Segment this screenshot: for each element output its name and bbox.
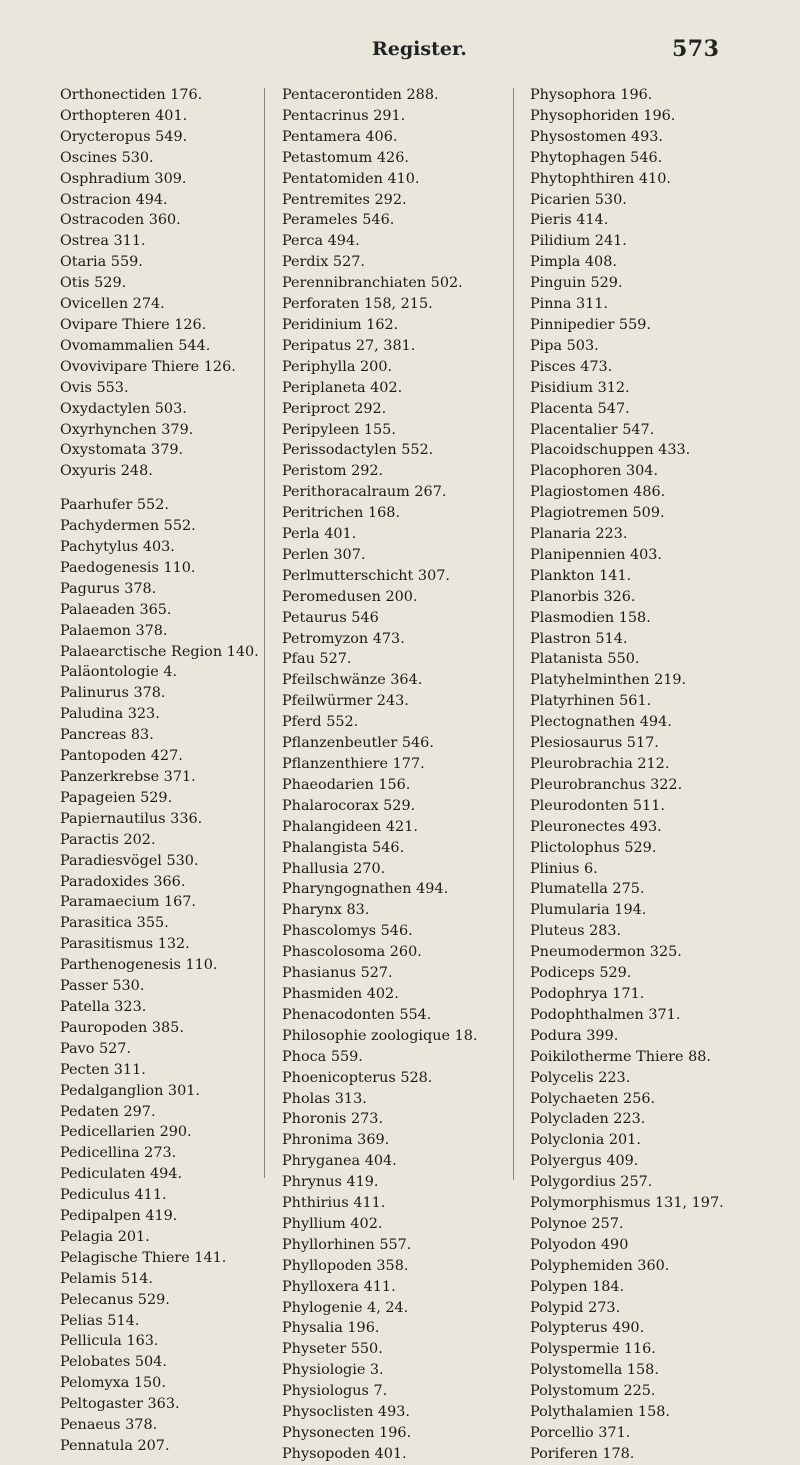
index-entry: Physalia 196. [282,1320,380,1337]
index-entry: Polynoe 257. [530,1215,624,1232]
index-column-2 [282,85,512,1465]
index-entry: Orthopteren 401. [60,107,188,124]
index-entry: Physiologie 3. [282,1362,384,1379]
index-entry: Plankton 141. [530,567,632,584]
index-entry: Polystomum 225. [530,1383,656,1400]
index-entry: Petastomum 426. [282,149,409,166]
index-entry: Pelagische Thiere 141. [60,1249,227,1266]
index-entry: Paradiesvögel 530. [60,852,199,869]
index-entry: Periplaneta 402. [282,379,403,396]
index-entry: Oxyuris 248. [60,463,153,480]
index-entry: Platyhelminthen 219. [530,672,687,689]
index-entry: Polycladen 223. [530,1111,646,1128]
index-entry: Polymorphismus 131, 197. [530,1195,724,1212]
index-column-1 [60,85,260,1457]
index-entry: Pancreas 83. [60,727,154,744]
index-entry: Pimpla 408. [530,254,617,271]
index-entry: Polychaeten 256. [530,1090,656,1107]
index-entry: Physophora 196. [530,87,653,103]
index-entry: Pecten 311. [60,1061,146,1078]
index-entry: Poikilotherme Thiere 88. [530,1048,711,1065]
index-entry: Podophthalmen 371. [530,1006,681,1023]
column-divider [513,88,514,1180]
index-entry: Perissodactylen 552. [282,442,434,459]
index-entry: Phoca 559. [282,1048,363,1065]
index-entry: Placoidschuppen 433. [530,442,691,459]
index-entry: Polypen 184. [530,1278,625,1295]
index-entry: Pentamera 406. [282,128,398,145]
index-entry: Palaearctische Region 140. [60,643,259,660]
index-entry: Ovovivipare Thiere 126. [60,358,236,375]
index-entry: Pentacerontiden 288. [282,87,439,103]
index-entry: Pleuronectes 493. [530,818,662,835]
index-entry: Pleurobranchus 322. [530,776,683,793]
index-entry: Paradoxides 366. [60,873,186,890]
index-entry: Pleurobrachia 212. [530,756,670,772]
index-entry: Pedicellina 273. [60,1145,177,1162]
index-entry: Pinna 311. [530,296,609,313]
index-entry: Polyspermie 116. [530,1341,656,1358]
index-entry: Perennibranchiaten 502. [282,275,463,292]
index-entry: Pachytylus 403. [60,539,175,556]
index-entry: Pferd 552. [282,714,359,731]
index-entry: Polypid 273. [530,1299,621,1316]
index-entry: Pharyngognathen 494. [282,881,449,898]
index-entry: Picarien 530. [530,191,627,208]
index-entry: Phalarocorax 529. [282,797,416,814]
index-entry: Ovis 553. [60,379,129,396]
index-entry: Physophoriden 196. [530,107,676,124]
index-entry: Polyclonia 201. [530,1132,641,1149]
index-entry: Peristom 292. [282,463,384,480]
index-entry: Paarhufer 552. [60,497,169,514]
index-entry: Parasitismus 132. [60,936,190,953]
index-entry: Ostracion 494. [60,191,168,208]
index-entry: Orycteropus 549. [60,128,188,145]
index-entry: Osphradium 309. [60,170,187,187]
index-entry: Pinguin 529. [530,275,623,292]
index-entry: Patella 323. [60,998,147,1015]
index-entry: Pelomyxa 150. [60,1375,166,1392]
index-entry: Polycelis 223. [530,1069,631,1086]
index-entry: Plinius 6. [530,860,598,877]
index-entry: Otis 529. [60,275,127,292]
index-entry: Paractis 202. [60,831,156,848]
index-column-3 [530,85,790,1465]
index-entry: Podura 399. [530,1027,619,1044]
index-entry: Pedicellarien 290. [60,1124,192,1141]
index-entry: Phrynus 419. [282,1174,379,1191]
index-entry: Plumatella 275. [530,881,645,898]
index-entry: Phylloxera 411. [282,1278,396,1295]
index-entry: Phallusia 270. [282,860,386,877]
index-entry: Ovomammalien 544. [60,337,211,354]
index-entry: Pellicula 163. [60,1333,159,1350]
index-entry: Porcellio 371. [530,1425,631,1441]
index-entry: Petaurus 546 [282,609,379,626]
index-entry: Poriferen 178. [530,1445,635,1462]
index-entry: Oxyrhynchen 379. [60,421,194,438]
index-entry: Perca 494. [282,233,360,250]
index-entry: Paramaecium 167. [60,894,197,911]
index-entry: Philosophie zoologique 18. [282,1027,478,1044]
index-entry: Phoenicopterus 528. [282,1069,433,1086]
index-entry: Pelias 514. [60,1312,140,1329]
index-entry: Peridinium 162. [282,316,399,333]
index-entry: Ostracoden 360. [60,212,181,229]
index-entry: Physostomen 493. [530,128,664,145]
index-entry: Phytophthiren 410. [530,170,671,187]
index-entry: Podophrya 171. [530,985,645,1002]
index-entry: Plagiostomen 486. [530,484,666,501]
index-entry: Parthenogenesis 110. [60,957,218,974]
index-entry: Phascolosoma 260. [282,944,422,961]
index-entry: Physiologus 7. [282,1383,388,1400]
index-entry: Pneumodermon 325. [530,944,682,961]
index-entry: Polyodon 490 [530,1236,629,1253]
index-entry: Phthirius 411. [282,1195,386,1212]
index-entry: Perithoracalraum 267. [282,484,447,501]
index-entry: Petromyzon 473. [282,630,405,647]
index-entry: Penaeus 378. [60,1417,158,1434]
index-entry: Pagurus 378. [60,580,157,597]
index-entry: Papiernautilus 336. [60,810,203,827]
index-entry: Pentatomiden 410. [282,170,420,187]
index-entry: Phoronis 273. [282,1111,384,1128]
index-entry: Podiceps 529. [530,965,632,982]
index-entry: Pinnipedier 559. [530,316,651,333]
index-entry: Phaeodarien 156. [282,776,411,793]
index-entry: Perforaten 158, 215. [282,296,433,313]
index-entry: Pisidium 312. [530,379,630,396]
index-entry: Plastron 514. [530,630,628,647]
index-entry: Phasmiden 402. [282,985,399,1002]
index-entry: Pfeilschwänze 364. [282,672,423,689]
index-entry: Peromedusen 200. [282,588,418,605]
index-entry: Pfeilwürmer 243. [282,693,409,710]
index-entry: Pelamis 514. [60,1270,153,1287]
index-entry: Pantopoden 427. [60,748,183,765]
index-entry: Plectognathen 494. [530,714,672,731]
index-entry: Ostrea 311. [60,233,146,250]
index-entry: Palaemon 378. [60,622,168,639]
index-entry: Pluteus 283. [530,923,622,940]
index-entry: Pflanzenbeutler 546. [282,735,434,752]
index-entry: Perla 401. [282,526,357,543]
index-entry: Pleurodonten 511. [530,797,665,814]
index-entry: Paläontologie 4. [60,664,178,681]
index-entry: Phyllium 402. [282,1215,383,1232]
index-entry: Phasianus 527. [282,965,393,982]
index-entry: Otaria 559. [60,254,143,271]
index-entry: Platyrhinen 561. [530,693,652,710]
index-entry: Pilidium 241. [530,233,627,250]
index-entry: Pauropoden 385. [60,1019,184,1036]
index-entry: Pedipalpen 419. [60,1208,178,1225]
index-entry: Physonecten 196. [282,1425,412,1441]
index-entry: Pfau 527. [282,651,352,668]
page-number: 573 [672,36,720,62]
index-entry: Phalangideen 421. [282,818,418,835]
index-entry: Polypterus 490. [530,1320,645,1337]
index-entry: Polygordius 257. [530,1174,653,1191]
index-entry: Physeter 550. [282,1341,383,1358]
index-entry: Polyergus 409. [530,1153,639,1170]
index-entry: Placentalier 547. [530,421,655,438]
index-entry: Phenacodonten 554. [282,1006,432,1023]
index-entry: Plagiotremen 509. [530,505,665,522]
index-entry: Pelagia 201. [60,1228,150,1245]
index-entry: Ovicellen 274. [60,296,165,313]
index-entry: Plasmodien 158. [530,609,651,626]
index-entry: Peltogaster 363. [60,1396,180,1413]
index-entry: Phronima 369. [282,1132,390,1149]
index-entry: Pedalganglion 301. [60,1082,200,1099]
index-entry: Paedogenesis 110. [60,559,196,576]
index-entry: Platanista 550. [530,651,640,668]
index-entry: Pflanzenthiere 177. [282,756,425,772]
index-entry: Pelecanus 529. [60,1291,170,1308]
index-entry: Placenta 547. [530,400,630,417]
index-entry: Phylogenie 4, 24. [282,1299,409,1316]
index-entry: Pennatula 207. [60,1438,170,1454]
index-entry: Paludina 323. [60,706,160,723]
index-entry: Pholas 313. [282,1090,367,1107]
index-entry: Oxystomata 379. [60,442,184,459]
index-entry: Peripatus 27, 381. [282,337,416,354]
index-entry: Phyllopoden 358. [282,1257,409,1274]
index-entry: Peripyleen 155. [282,421,396,438]
index-entry: Physoclisten 493. [282,1404,410,1421]
index-entry: Planipennien 403. [530,546,663,563]
index-entry: Pieris 414. [530,212,609,229]
index-entry: Polyphemiden 360. [530,1257,670,1274]
index-entry: Perdix 527. [282,254,365,271]
index-entry: Oscines 530. [60,149,154,166]
index-entry: Phalangista 546. [282,839,405,856]
index-entry: Phyllorhinen 557. [282,1236,412,1253]
index-entry: Perlen 307. [282,546,366,563]
index-entry: Perameles 546. [282,212,395,229]
index-entry: Planaria 223. [530,526,628,543]
page-header [0,34,800,74]
index-entry: Panzerkrebse 371. [60,769,196,785]
index-entry: Plumularia 194. [530,902,647,919]
index-entry: Polystomella 158. [530,1362,659,1379]
index-entry: Pavo 527. [60,1040,132,1057]
index-entry: Pediculus 411. [60,1187,167,1204]
index-entry: Orthonectiden 176. [60,87,203,103]
index-entry: Polythalamien 158. [530,1404,670,1421]
index-entry: Planorbis 326. [530,588,636,605]
index-entry: Pharynx 83. [282,902,370,919]
column-divider [264,88,265,1178]
index-entry: Plictolophus 529. [530,839,657,856]
index-entry: Pediculaten 494. [60,1166,183,1183]
index-entry: Pachydermen 552. [60,518,196,535]
index-entry: Phascolomys 546. [282,923,413,940]
running-head: Register. [372,38,467,60]
index-entry: Pisces 473. [530,358,613,375]
index-entry: Palaeaden 365. [60,601,172,618]
index-entry: Physopoden 401. [282,1445,407,1462]
index-entry: Peritrichen 168. [282,505,401,522]
index-entry: Oxydactylen 503. [60,400,187,417]
index-entry: Pentremites 292. [282,191,407,208]
index-entry: Phryganea 404. [282,1153,397,1170]
index-entry: Papageien 529. [60,789,173,806]
letter-group-break [60,482,260,495]
index-entry: Pentacrinus 291. [282,107,406,124]
index-entry: Parasitica 355. [60,915,169,932]
index-entry: Placophoren 304. [530,463,659,480]
index-entry: Perlmutterschicht 307. [282,567,450,584]
index-entry: Pedaten 297. [60,1103,156,1120]
index-entry: Periphylla 200. [282,358,393,375]
index-entry: Pelobates 504. [60,1354,167,1371]
index-entry: Pipa 503. [530,337,599,354]
index-entry: Palinurus 378. [60,685,166,702]
index-entry: Periproct 292. [282,400,387,417]
index-entry: Passer 530. [60,978,145,995]
index-entry: Phytophagen 546. [530,149,663,166]
index-entry: Ovipare Thiere 126. [60,316,207,333]
index-entry: Plesiosaurus 517. [530,735,659,752]
